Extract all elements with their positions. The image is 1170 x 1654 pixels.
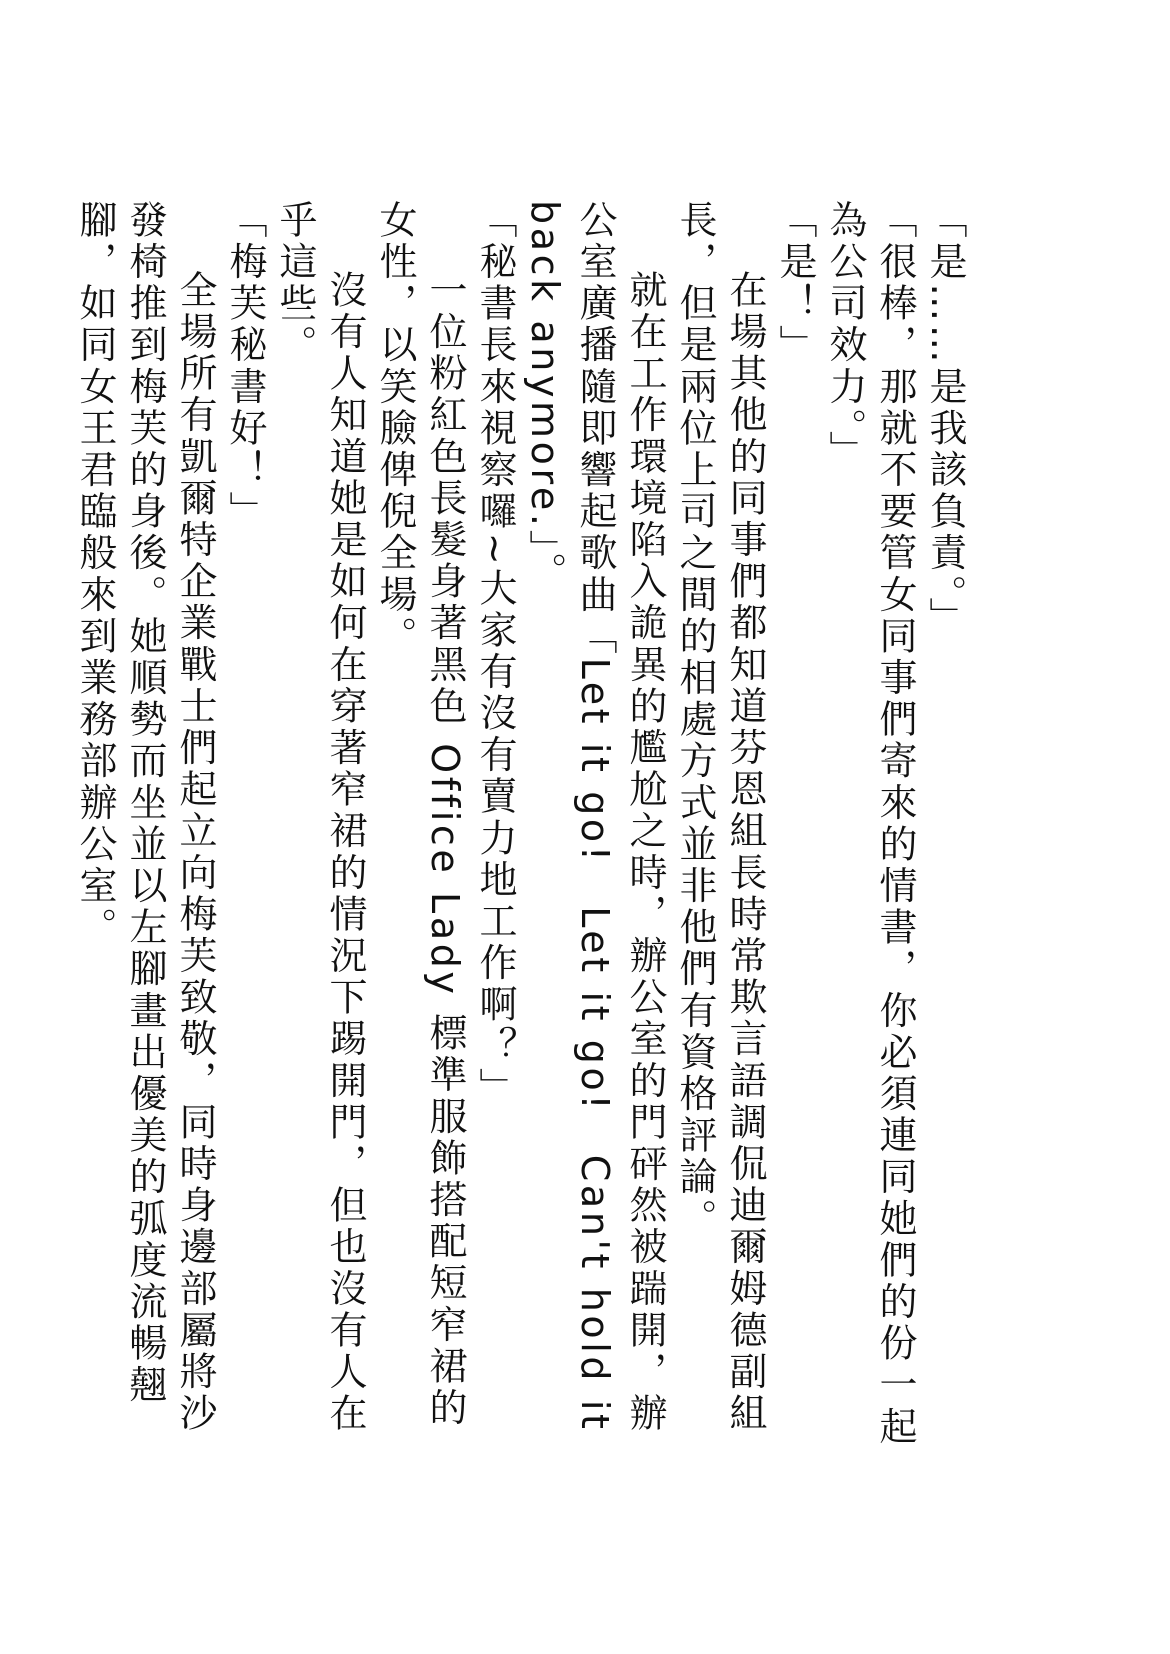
paragraph-4: 在場其他的同事們都知道芬恩組長時常欺言語調侃迪爾姆德副組長，但是兩位上司之間的相處方式並非他們有資格評論。 <box>673 200 767 1436</box>
paragraph-6: 「秘書長來視察囉~大家有沒有賣力地工作啊？」 <box>473 200 517 1110</box>
paragraph-3: 「是！」 <box>773 200 817 367</box>
paragraph-1: 「是……是我該負責。」 <box>923 200 967 639</box>
paragraph-8: 沒有人知道她是如何在穿著窄裙的情況下踢開門，但也沒有人在乎這些。 <box>273 200 367 1436</box>
vertical-text-block <box>70 200 970 1470</box>
paragraph-5: 就在工作環境陷入詭異的尷尬之時，辦公室的門砰然被踹開，辦公室廣播隨即響起歌曲「Let it go! Let it go! Can't hold it back anymore.」。 <box>523 200 667 1436</box>
paragraph-7: 一位粉紅色長髮身著黑色 Office Lady 標準服飾搭配短窄裙的女性，以笑臉俾倪全場。 <box>373 200 467 1430</box>
paragraph-9: 「梅芙秘書好！」 <box>223 200 267 533</box>
paragraph-10: 全場所有凱爾特企業戰士們起立向梅芙致敬，同時身邊部屬將沙發椅推到梅芙的身後。她順勢而坐並以左腳畫出優美的弧度流暢翹腳，如同女王君臨般來到業務部辦公室。 <box>73 200 217 1436</box>
paragraph-2: 「很棒，那就不要管女同事們寄來的情書，你必須連同她們的份一起為公司效力。」 <box>823 200 917 1448</box>
